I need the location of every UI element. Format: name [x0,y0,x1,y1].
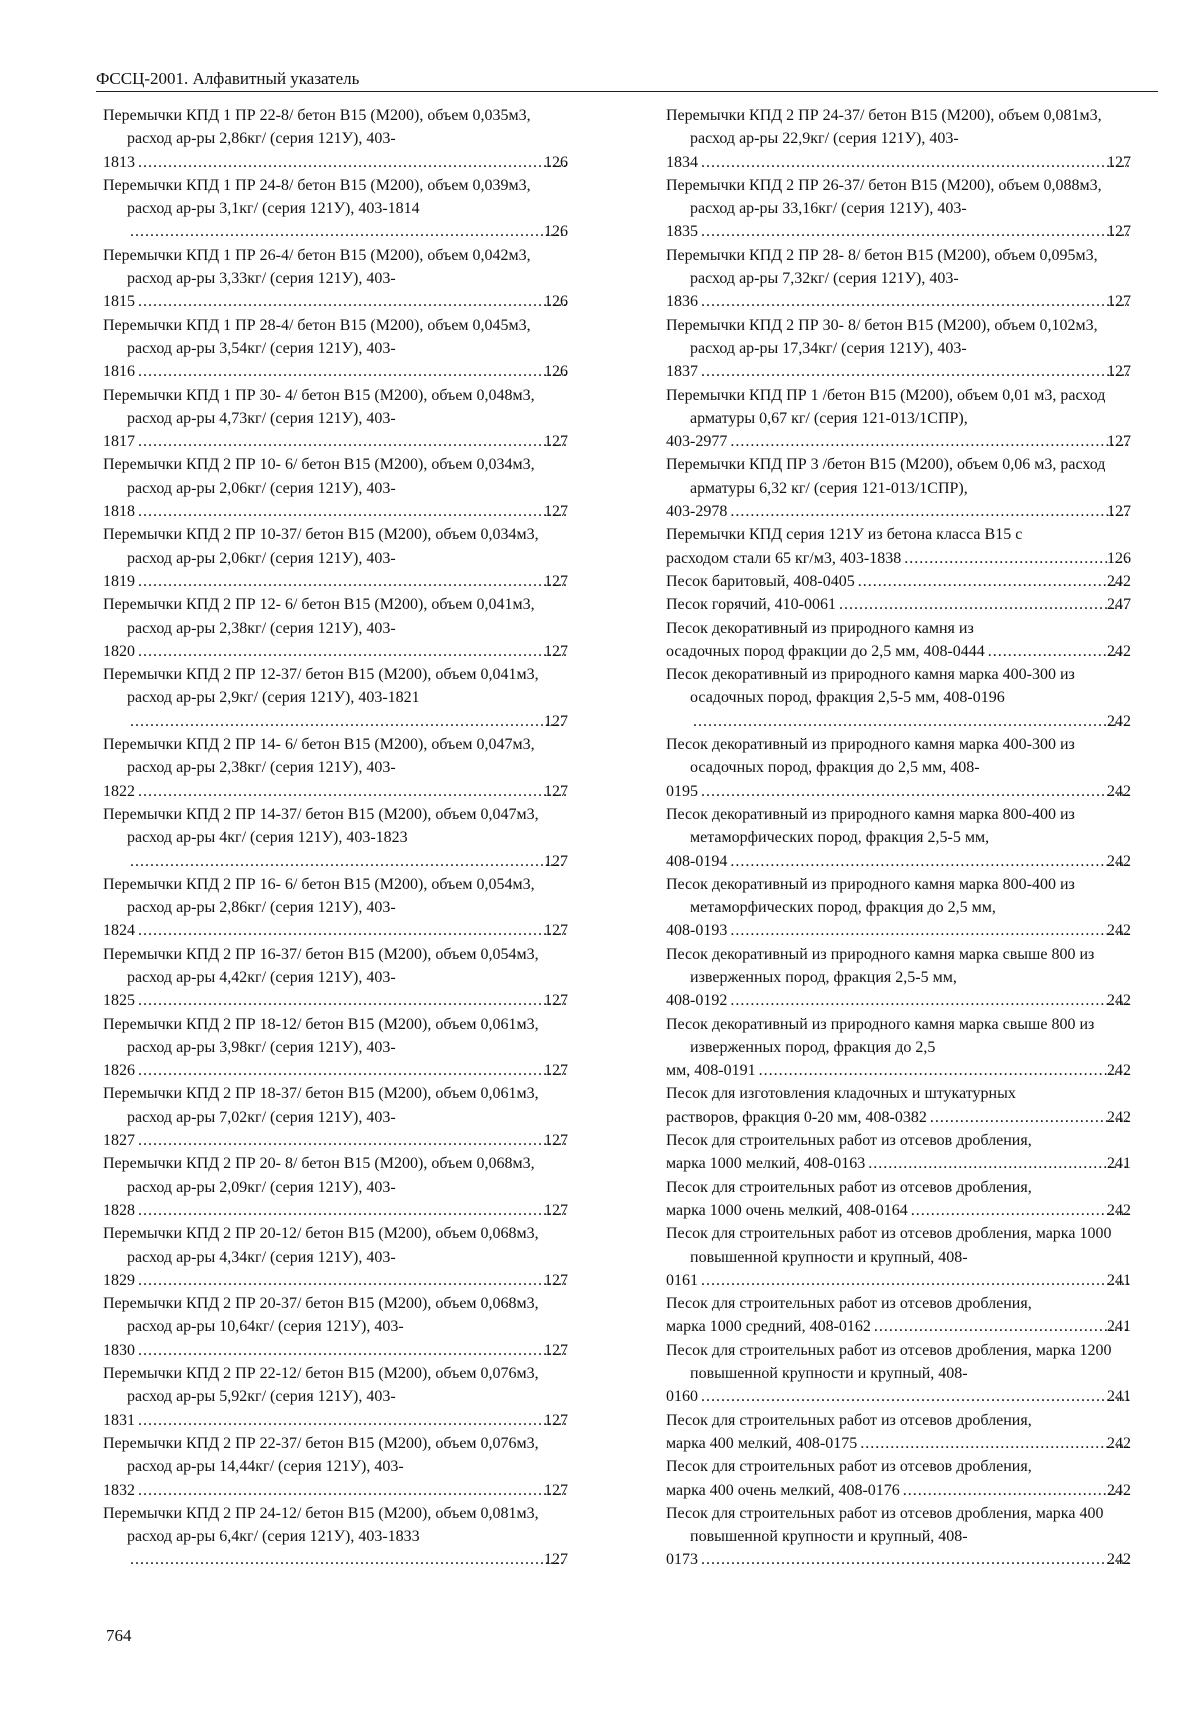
index-entry [666,663,1131,733]
index-entry [103,943,568,1013]
index-entry [666,617,1131,664]
index-entry [666,873,1131,943]
entry-text: Перемычки КПД ПР 1 /бетон В15 (М200), объем 0,01 м3, расход арматуры 0,67 кг/ (серия 121-013/1СПР), [666,386,1106,427]
entry-tail: 0161 [666,1271,698,1289]
entry-text: Перемычки КПД 2 ПР 18-37/ бетон В15 (М200), объем 0,061м3, расход ар-ры 7,02кг/ (серия 121У), 403- [103,1085,539,1126]
entry-tail: 1830 [103,1341,135,1359]
dot-leader [692,710,1129,733]
dot-leader [700,360,1129,383]
entry-tail: 0173 [666,1551,698,1569]
entry-text: Песок для строительных работ из отсевов дробления, марка 1000 повышенной крупности и крупный, 408- [666,1225,1112,1266]
index-entry [666,1292,1131,1339]
entry-tail: 1836 [666,293,698,311]
dot-leader [137,1129,566,1152]
entry-text: Перемычки КПД ПР 3 /бетон В15 (М200), объем 0,06 м3, расход арматуры 6,32 кг/ (серия 121-013/1СПР), [666,456,1106,497]
dot-leader [137,570,566,593]
entry-leader-line: 1834 ..... 127 [690,151,1131,174]
index-entry [666,1409,1131,1456]
dot-leader [873,1315,1129,1338]
entry-text: Перемычки КПД 2 ПР 20- 8/ бетон В15 (М200), объем 0,068м3, расход ар-ры 2,09кг/ (серия 121У), 403- [103,1155,535,1196]
entry-tail: марка 1000 очень мелкий, 408-0164 [666,1201,908,1219]
index-entry [103,873,568,943]
dot-leader [903,547,1129,570]
entry-tail: Песок горячий, 410-0061 [666,596,836,614]
index-entry [103,244,568,314]
dot-leader [137,1059,566,1082]
entry-leader-line: 1837 ..... 127 [690,360,1131,383]
entry-text: Песок для строительных работ из отсевов дробления, [666,1132,1032,1150]
entry-text: Перемычки КПД серия 121У из бетона класса В15 с [666,526,1023,544]
index-entry [666,174,1131,244]
dot-leader [729,500,1129,523]
page-number: 764 [106,1626,132,1645]
entry-text: Перемычки КПД 2 ПР 14- 6/ бетон В15 (М200), объем 0,047м3, расход ар-ры 2,38кг/ (серия 121У), 403- [103,736,535,777]
index-entry [666,244,1131,314]
entry-leader-line: 403-2978 ..... 127 [690,500,1131,523]
entry-text: Перемычки КПД 2 ПР 18-12/ бетон В15 (М200), объем 0,061м3, расход ар-ры 3,98кг/ (серия 121У), 403- [103,1015,539,1056]
dot-leader [700,220,1129,243]
entry-leader-line: Песок баритовый, 408-0405 ..... 242 [690,570,1131,593]
index-entry [666,1082,1131,1129]
entry-leader-line: 1817 ..... 127 [127,430,568,453]
entry-tail: 1832 [103,1481,135,1499]
entry-tail: 1816 [103,363,135,381]
index-entry [103,174,568,244]
dot-leader [700,1385,1129,1408]
entry-tail: 1837 [666,363,698,381]
entry-leader-line: 1824 ..... 127 [127,919,568,942]
entry-leader-line: 1825 ..... 127 [127,989,568,1012]
entry-text: Перемычки КПД 2 ПР 24-37/ бетон В15 (М200), объем 0,081м3, расход ар-ры 22,9кг/ (серия 121У), 403- [666,107,1102,148]
index-entry [666,1176,1131,1223]
index-entry [666,1502,1131,1572]
dot-leader [137,1339,566,1362]
entry-leader-line: 1816 ..... 126 [127,360,568,383]
entry-text: Перемычки КПД 2 ПР 16-37/ бетон В15 (М200), объем 0,054м3, расход ар-ры 4,42кг/ (серия 121У), 403- [103,945,539,986]
entry-leader-line: марка 400 очень мелкий, 408-0176 ..... 242 [690,1479,1131,1502]
index-entry [103,453,568,523]
index-entry [103,1292,568,1362]
entry-tail: 1826 [103,1062,135,1080]
index-entry [103,803,568,873]
entry-text: Перемычки КПД 1 ПР 30- 4/ бетон В15 (М200), объем 0,048м3, расход ар-ры 4,73кг/ (серия 121У), 403- [103,386,535,427]
entry-text: Перемычки КПД 2 ПР 30- 8/ бетон В15 (М200), объем 0,102м3, расход ар-ры 17,34кг/ (серия 121У), 403- [666,316,1098,357]
index-entry [103,1013,568,1083]
entry-tail: растворов, фракция 0-20 мм, 408-0382 [666,1108,927,1126]
entry-leader-line: 408-0192 ..... 242 [690,989,1131,1012]
dot-leader [137,290,566,313]
entry-tail: марка 400 очень мелкий, 408-0176 [666,1481,900,1499]
dot-leader [910,1199,1129,1222]
dot-leader [137,1199,566,1222]
entry-leader-line: 1813 ..... 126 [127,151,568,174]
index-entry [666,570,1131,593]
index-entry [666,1129,1131,1176]
entry-leader-line: 1832 ..... 127 [127,1479,568,1502]
dot-leader [137,780,566,803]
entry-text: Перемычки КПД 2 ПР 22-37/ бетон В15 (М200), объем 0,076м3, расход ар-ры 14,44кг/ (серия 121У), 403- [103,1434,539,1476]
entry-leader-line: ..... 127 [127,850,568,873]
index-entry [103,733,568,803]
entry-text: Перемычки КПД 1 ПР 26-4/ бетон В15 (М200), объем 0,042м3, расход ар-ры 3,33кг/ (серия 121У), 403- [103,246,531,288]
entry-leader-line: 1830 ..... 127 [127,1339,568,1362]
entry-tail: осадочных пород фракции до 2,5 мм, 408-0444 [666,642,985,660]
entry-text: Перемычки КПД 2 ПР 24-12/ бетон В15 (М200), объем 0,081м3, расход ар-ры 6,4кг/ (серия 121У), 403-1833 [103,1504,539,1546]
entry-text: Перемычки КПД 2 ПР 10-37/ бетон В15 (М200), объем 0,034м3, расход ар-ры 2,06кг/ (серия 121У), 403- [103,526,539,567]
index-entry [666,453,1131,523]
index-entry [103,1082,568,1152]
entry-leader-line: ..... 127 [127,1548,568,1571]
entry-tail: 408-0192 [666,992,728,1010]
dot-leader [129,850,566,873]
entry-tail: 1820 [103,642,135,660]
dot-leader [129,220,566,243]
entry-leader-line: 0161 ..... 241 [690,1269,1131,1292]
dot-leader [129,1548,566,1571]
entry-text: Песок для строительных работ из отсевов дробления, марка 1200 повышенной крупности и крупный, 408- [666,1341,1112,1383]
index-column-left [103,104,568,1572]
dot-leader [137,919,566,942]
entry-text: Перемычки КПД 2 ПР 20-37/ бетон В15 (М200), объем 0,068м3, расход ар-ры 10,64кг/ (серия 121У), 403- [103,1295,539,1336]
entry-tail: 1834 [666,153,698,171]
entry-tail: 1827 [103,1132,135,1150]
index-entry [666,593,1131,616]
entry-tail: 1835 [666,223,698,241]
entry-tail: расходом стали 65 кг/м3, 403-1838 [666,549,902,567]
entry-tail: 1818 [103,503,135,521]
entry-leader-line: 408-0193 ..... 242 [690,919,1131,942]
entry-leader-line: растворов, фракция 0-20 мм, 408-0382 ..... 242 [690,1106,1131,1129]
entry-leader-line: ..... 126 [127,220,568,243]
index-column-right [666,104,1131,1572]
entry-leader-line: 408-0194 ..... 242 [690,850,1131,873]
index-entry [666,314,1131,384]
entry-leader-line: 1836 ..... 127 [690,290,1131,313]
dot-leader [758,1059,1129,1082]
dot-leader [729,850,1129,873]
entry-leader-line: 1828 ..... 127 [127,1199,568,1222]
entry-text: Песок декоративный из природного камня марка 400-300 из осадочных пород, фракция до 2,5 мм, 408- [666,736,1075,777]
entry-tail: 0160 [666,1388,698,1406]
entry-text: Перемычки КПД 1 ПР 24-8/ бетон В15 (М200), объем 0,039м3, расход ар-ры 3,1кг/ (серия 121У), 403-1814 [103,176,531,218]
entry-tail: 1813 [103,153,135,171]
index-entry [103,104,568,174]
dot-leader [137,430,566,453]
dot-leader [137,989,566,1012]
entry-leader-line: 1815 ..... 126 [127,290,568,313]
index-entry [103,663,568,733]
index-entry [103,384,568,454]
dot-leader [137,1409,566,1432]
entry-leader-line: 403-2977 ..... 127 [690,430,1131,453]
entry-leader-line: 0173 ..... 242 [690,1548,1131,1571]
entry-text: Песок для строительных работ из отсевов дробления, [666,1295,1032,1313]
entry-tail: 1829 [103,1271,135,1289]
entry-leader-line: 1831 ..... 127 [127,1409,568,1432]
entry-text: Песок для строительных работ из отсевов дробления, [666,1178,1032,1196]
entry-text: Перемычки КПД 2 ПР 10- 6/ бетон В15 (М200), объем 0,034м3, расход ар-ры 2,06кг/ (серия 121У), 403- [103,456,535,497]
entry-leader-line: 0160 ..... 241 [690,1385,1131,1408]
index-entry [103,1222,568,1292]
running-header [96,68,1158,92]
entry-tail: 1817 [103,433,135,451]
entry-leader-line: мм, 408-0191 ..... 242 [690,1059,1131,1082]
entry-tail: марка 400 мелкий, 408-0175 [666,1434,858,1452]
entry-text: Песок декоративный из природного камня марка 800-400 из метаморфических пород, фракция до 2,5 мм, [666,875,1075,917]
entry-leader-line: 0195 ..... 242 [690,780,1131,803]
dot-leader [700,1548,1129,1571]
header-title: ФССЦ-2001. Алфавитный указатель [96,69,360,88]
entry-tail: 1822 [103,782,135,800]
entry-text: Перемычки КПД 2 ПР 16- 6/ бетон В15 (М200), объем 0,054м3, расход ар-ры 2,86кг/ (серия 121У), 403- [103,875,535,917]
entry-text: Песок для строительных работ из отсевов дробления, марка 400 повышенной крупности и крупный, 408- [666,1504,1104,1546]
entry-tail: 1815 [103,293,135,311]
entry-leader-line: ..... 242 [690,710,1131,733]
entry-tail: мм, 408-0191 [666,1062,756,1080]
index-entry [103,1432,568,1502]
index-entry [666,1013,1131,1083]
dot-leader [859,1432,1129,1455]
entry-tail: 1824 [103,922,135,940]
entry-text: Песок декоративный из природного камня марка 800-400 из метаморфических пород, фракция 2,5-5 мм, [666,805,1075,847]
index-entry [666,1339,1131,1409]
entry-leader-line: ..... 127 [127,710,568,733]
entry-text: Перемычки КПД 2 ПР 22-12/ бетон В15 (М200), объем 0,076м3, расход ар-ры 5,92кг/ (серия 121У), 403- [103,1365,539,1406]
index-entry [666,733,1131,803]
entry-text: Перемычки КПД 2 ПР 14-37/ бетон В15 (М200), объем 0,047м3, расход ар-ры 4кг/ (серия 121У), 403-1823 [103,805,539,847]
dot-leader [902,1479,1129,1502]
index-entry [103,1362,568,1432]
dot-leader [700,151,1129,174]
entry-leader-line: 1829 ..... 127 [127,1269,568,1292]
entry-tail: 403-2977 [666,433,728,451]
index-entry [103,523,568,593]
index-entry [666,104,1131,174]
entry-tail: марка 1000 средний, 408-0162 [666,1318,871,1336]
entry-text: Песок декоративный из природного камня марка свыше 800 из изверженных пород, фракция 2,5-5 мм, [666,945,1095,986]
dot-leader [729,430,1129,453]
entry-tail: Песок баритовый, 408-0405 [666,572,855,590]
index-entry [666,1455,1131,1502]
index-entry [666,384,1131,454]
entry-tail: 1825 [103,992,135,1010]
entry-tail: 403-2978 [666,503,728,521]
dot-leader [700,290,1129,313]
entry-leader-line: марка 1000 очень мелкий, 408-0164 ..... 242 [690,1199,1131,1222]
entry-text: Перемычки КПД 2 ПР 28- 8/ бетон В15 (М200), объем 0,095м3, расход ар-ры 7,32кг/ (серия 121У), 403- [666,246,1098,288]
entry-text: Перемычки КПД 2 ПР 26-37/ бетон В15 (М200), объем 0,088м3, расход ар-ры 33,16кг/ (серия 121У), 403- [666,176,1102,218]
dot-leader [929,1106,1129,1129]
dot-leader [137,151,566,174]
entry-leader-line: Песок горячий, 410-0061 ..... 247 [690,593,1131,616]
index-entry [666,943,1131,1013]
entry-tail: марка 1000 мелкий, 408-0163 [666,1155,866,1173]
entry-tail: 1828 [103,1201,135,1219]
entry-tail: 408-0194 [666,852,728,870]
dot-leader [729,989,1129,1012]
entry-tail: 408-0193 [666,922,728,940]
entry-leader-line: 1826 ..... 127 [127,1059,568,1082]
entry-leader-line: 1819 ..... 127 [127,570,568,593]
entry-leader-line: марка 1000 средний, 408-0162 ..... 241 [690,1315,1131,1338]
entry-text: Песок для строительных работ из отсевов дробления, [666,1458,1032,1476]
entry-tail: 0195 [666,782,698,800]
dot-leader [137,500,566,523]
dot-leader [700,780,1129,803]
entry-text: Перемычки КПД 1 ПР 22-8/ бетон В15 (М200), объем 0,035м3, расход ар-ры 2,86кг/ (серия 121У), 403- [103,107,531,148]
entry-text: Перемычки КПД 1 ПР 28-4/ бетон В15 (М200), объем 0,045м3, расход ар-ры 3,54кг/ (серия 121У), 403- [103,316,531,357]
entry-leader-line: марка 1000 мелкий, 408-0163 ..... 241 [690,1152,1131,1175]
index-entry [666,523,1131,570]
entry-text: Перемычки КПД 2 ПР 12-37/ бетон В15 (М200), объем 0,041м3, расход ар-ры 2,9кг/ (серия 121У), 403-1821 [103,666,539,707]
entry-leader-line: 1820 ..... 127 [127,640,568,663]
dot-leader [700,1269,1129,1292]
entry-leader-line: 1827 ..... 127 [127,1129,568,1152]
entry-leader-line: расходом стали 65 кг/м3, 403-1838 ..... 126 [690,547,1131,570]
entry-text: Песок декоративный из природного камня из [666,619,974,637]
entry-text: Песок декоративный из природного камня марка 400-300 из осадочных пород, фракция 2,5-5 мм, 408-0196 [666,666,1075,707]
dot-leader [729,919,1129,942]
dot-leader [137,1479,566,1502]
index-entry [666,1222,1131,1292]
index-entry [103,1152,568,1222]
entry-text: Песок для строительных работ из отсевов дробления, [666,1411,1032,1429]
entry-text: Перемычки КПД 2 ПР 20-12/ бетон В15 (М200), объем 0,068м3, расход ар-ры 4,34кг/ (серия 121У), 403- [103,1225,539,1266]
dot-leader [857,570,1129,593]
dot-leader [137,360,566,383]
entry-tail: 1831 [103,1411,135,1429]
dot-leader [137,1269,566,1292]
entry-leader-line: марка 400 мелкий, 408-0175 ..... 242 [690,1432,1131,1455]
dot-leader [137,640,566,663]
entry-leader-line: 1818 ..... 127 [127,500,568,523]
entry-leader-line: осадочных пород фракции до 2,5 мм, 408-0444 ..... 242 [690,640,1131,663]
dot-leader [838,593,1129,616]
entry-text: Песок декоративный из природного камня марка свыше 800 из изверженных пород, фракция до 2,5 [666,1015,1095,1056]
index-entry [103,314,568,384]
index-entry [666,803,1131,873]
entry-leader-line: 1822 ..... 127 [127,780,568,803]
entry-text: Песок для изготовления кладочных и штукатурных [666,1085,1016,1103]
dot-leader [867,1152,1129,1175]
index-entry [103,593,568,663]
index-entry [103,1502,568,1572]
entry-tail: 1819 [103,572,135,590]
entry-leader-line: 1835 ..... 127 [690,220,1131,243]
entry-text: Перемычки КПД 2 ПР 12- 6/ бетон В15 (М200), объем 0,041м3, расход ар-ры 2,38кг/ (серия 121У), 403- [103,596,535,637]
dot-leader [129,710,566,733]
